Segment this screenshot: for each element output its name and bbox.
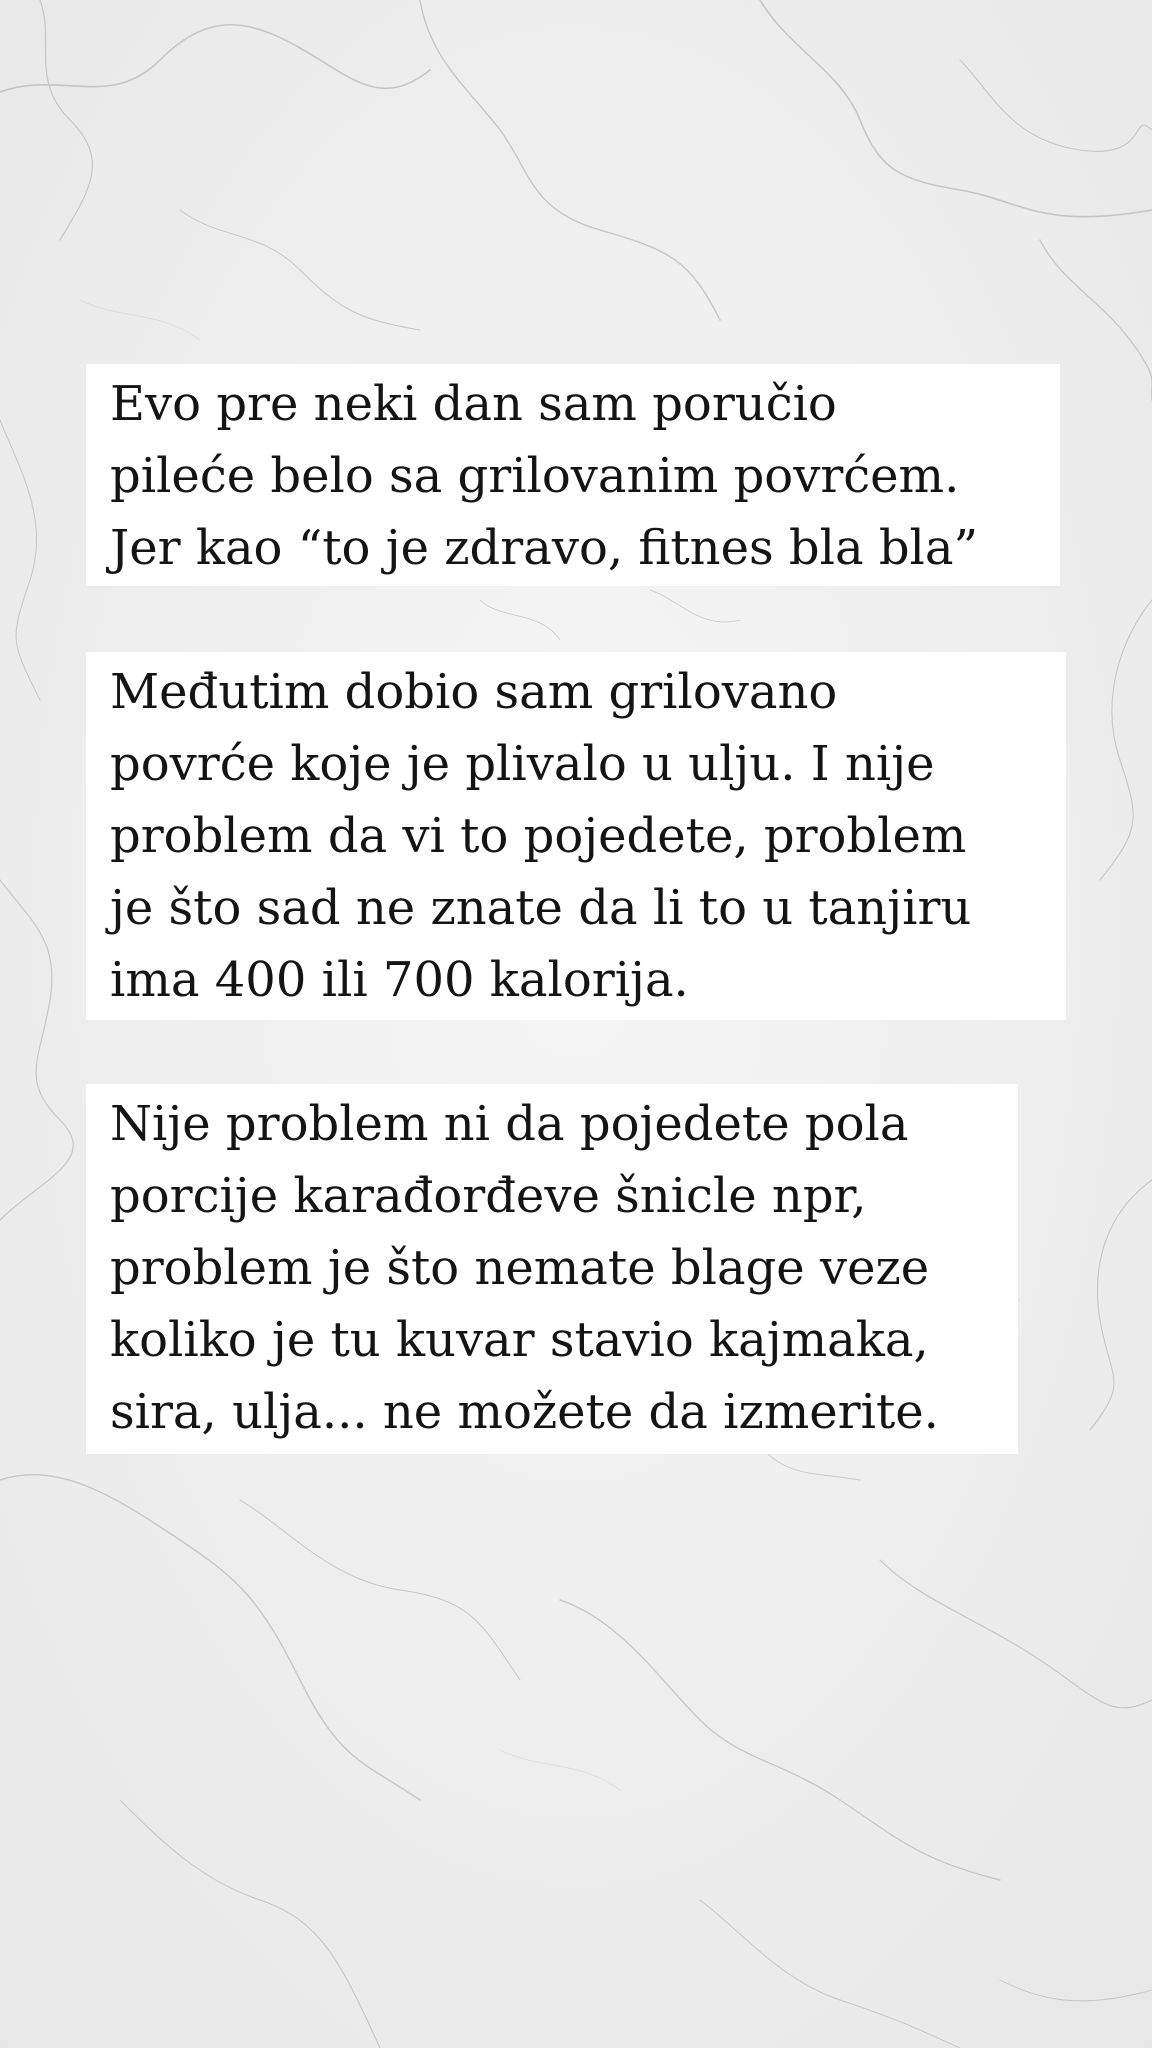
text-line: koliko je tu kuvar stavio kajmaka, <box>110 1312 929 1368</box>
text-line: povrće koje je plivalo u ulju. I nije <box>110 736 935 792</box>
text-block-2 <box>86 652 1066 1020</box>
text-line: ima 400 ili 700 kalorija. <box>110 952 689 1008</box>
text-line: problem da vi to pojedete, problem <box>110 808 967 864</box>
text-block-1 <box>86 364 1060 586</box>
text-line: Međutim dobio sam grilovano <box>110 664 838 720</box>
text-line: pileće belo sa grilovanim povrćem. <box>110 448 960 504</box>
text-line: problem je što nemate blage veze <box>110 1240 930 1296</box>
text-line: Nije problem ni da pojedete pola <box>110 1096 909 1152</box>
text-line: je što sad ne znate da li to u tanjiru <box>110 880 972 936</box>
text-line: Jer kao “to je zdravo, fitnes bla bla” <box>110 520 979 576</box>
text-line: sira, ulja... ne možete da izmerite. <box>110 1384 939 1440</box>
text-line: Evo pre neki dan sam poručio <box>110 376 837 432</box>
text-block-3 <box>86 1084 1018 1454</box>
text-line: porcije karađorđeve šnicle npr, <box>110 1168 867 1224</box>
